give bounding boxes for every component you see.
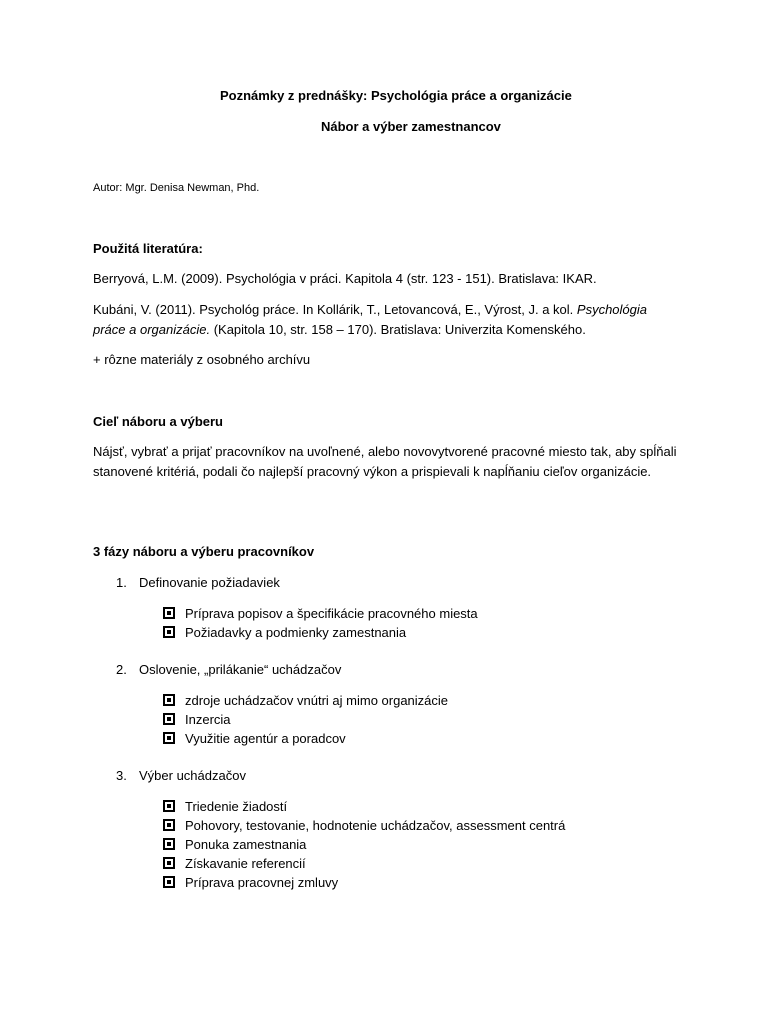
list-item bbox=[163, 816, 565, 835]
phase-item-3 bbox=[116, 767, 246, 785]
square-bullet-icon bbox=[163, 838, 175, 850]
phase-number: 1. bbox=[116, 575, 127, 590]
list-item-text: Pohovory, testovanie, hodnotenie uchádzačov, assessment centrá bbox=[185, 818, 566, 833]
square-bullet-icon bbox=[163, 819, 175, 831]
literature-ref-2-post: (Kapitola 10, str. 158 – 170). Bratislava: Univerzita Komenského. bbox=[210, 322, 586, 337]
list-item bbox=[163, 835, 565, 854]
phase-1-bullets bbox=[163, 604, 478, 642]
list-item bbox=[163, 710, 448, 729]
square-bullet-icon bbox=[163, 694, 175, 706]
square-bullet-icon bbox=[163, 857, 175, 869]
phase-2-bullets bbox=[163, 691, 448, 748]
phase-number: 2. bbox=[116, 662, 127, 677]
square-bullet-icon bbox=[163, 732, 175, 744]
list-item-text: Ponuka zamestnania bbox=[185, 837, 307, 852]
list-item-text: zdroje uchádzačov vnútri aj mimo organizácie bbox=[185, 693, 449, 708]
phase-item-1 bbox=[116, 574, 280, 592]
list-item bbox=[163, 873, 565, 892]
literature-ref-1: Berryová, L.M. (2009). Psychológia v práci. Kapitola 4 (str. 123 - 151). Bratislava: IKAR. bbox=[93, 271, 597, 286]
literature-ref-2-pre: Kubáni, V. (2011). Psychológ práce. In Kollárik, T., Letovancová, E., Výrost, J. a kol. bbox=[93, 302, 577, 317]
list-item bbox=[163, 691, 448, 710]
square-bullet-icon bbox=[163, 876, 175, 888]
list-item-text: Získavanie referencií bbox=[185, 856, 306, 871]
square-bullet-icon bbox=[163, 607, 175, 619]
goal-text: Nájsť, vybrať a prijať pracovníkov na uvoľnené, alebo novovytvorené pracovné miesto tak, aby spĺňali stanovené kritériá, podali čo najlepší pracovný výkon a prispievali k napĺňaniu cieľov organizácie. bbox=[93, 444, 677, 479]
phase-number: 3. bbox=[116, 768, 127, 783]
goal-heading: Cieľ náboru a výberu bbox=[93, 414, 223, 429]
list-item bbox=[163, 623, 478, 642]
phase-3-bullets bbox=[163, 797, 565, 892]
list-item-text: Inzercia bbox=[185, 712, 231, 727]
square-bullet-icon bbox=[163, 713, 175, 725]
phase-label: Výber uchádzačov bbox=[139, 768, 246, 783]
phase-label: Oslovenie, „prilákanie“ uchádzačov bbox=[139, 662, 342, 677]
phase-item-2 bbox=[116, 661, 341, 679]
document-title: Poznámky z prednášky: Psychológia práce a organizácie bbox=[220, 88, 572, 103]
literature-heading: Použitá literatúra: bbox=[93, 241, 203, 256]
list-item-text: Využitie agentúr a poradcov bbox=[185, 731, 346, 746]
literature-ref-2-italic: Psychológia práce a organizácie. bbox=[93, 302, 648, 337]
list-item bbox=[163, 729, 448, 748]
list-item bbox=[163, 797, 565, 816]
list-item-text: Požiadavky a podmienky zamestnania bbox=[185, 625, 407, 640]
literature-ref-2 bbox=[93, 300, 678, 340]
author-line: Autor: Mgr. Denisa Newman, Phd. bbox=[93, 182, 260, 194]
square-bullet-icon bbox=[163, 800, 175, 812]
phases-heading: 3 fázy náboru a výberu pracovníkov bbox=[93, 544, 315, 559]
list-item-text: Príprava popisov a špecifikácie pracovného miesta bbox=[185, 606, 478, 621]
square-bullet-icon bbox=[163, 626, 175, 638]
list-item bbox=[163, 604, 478, 623]
list-item bbox=[163, 854, 565, 873]
list-item-text: Triedenie žiadostí bbox=[185, 799, 288, 814]
literature-ref-3: + rôzne materiály z osobného archívu bbox=[93, 352, 311, 367]
phase-label: Definovanie požiadaviek bbox=[139, 575, 280, 590]
document-subtitle: Nábor a výber zamestnancov bbox=[321, 119, 501, 134]
list-item-text: Príprava pracovnej zmluvy bbox=[185, 875, 339, 890]
